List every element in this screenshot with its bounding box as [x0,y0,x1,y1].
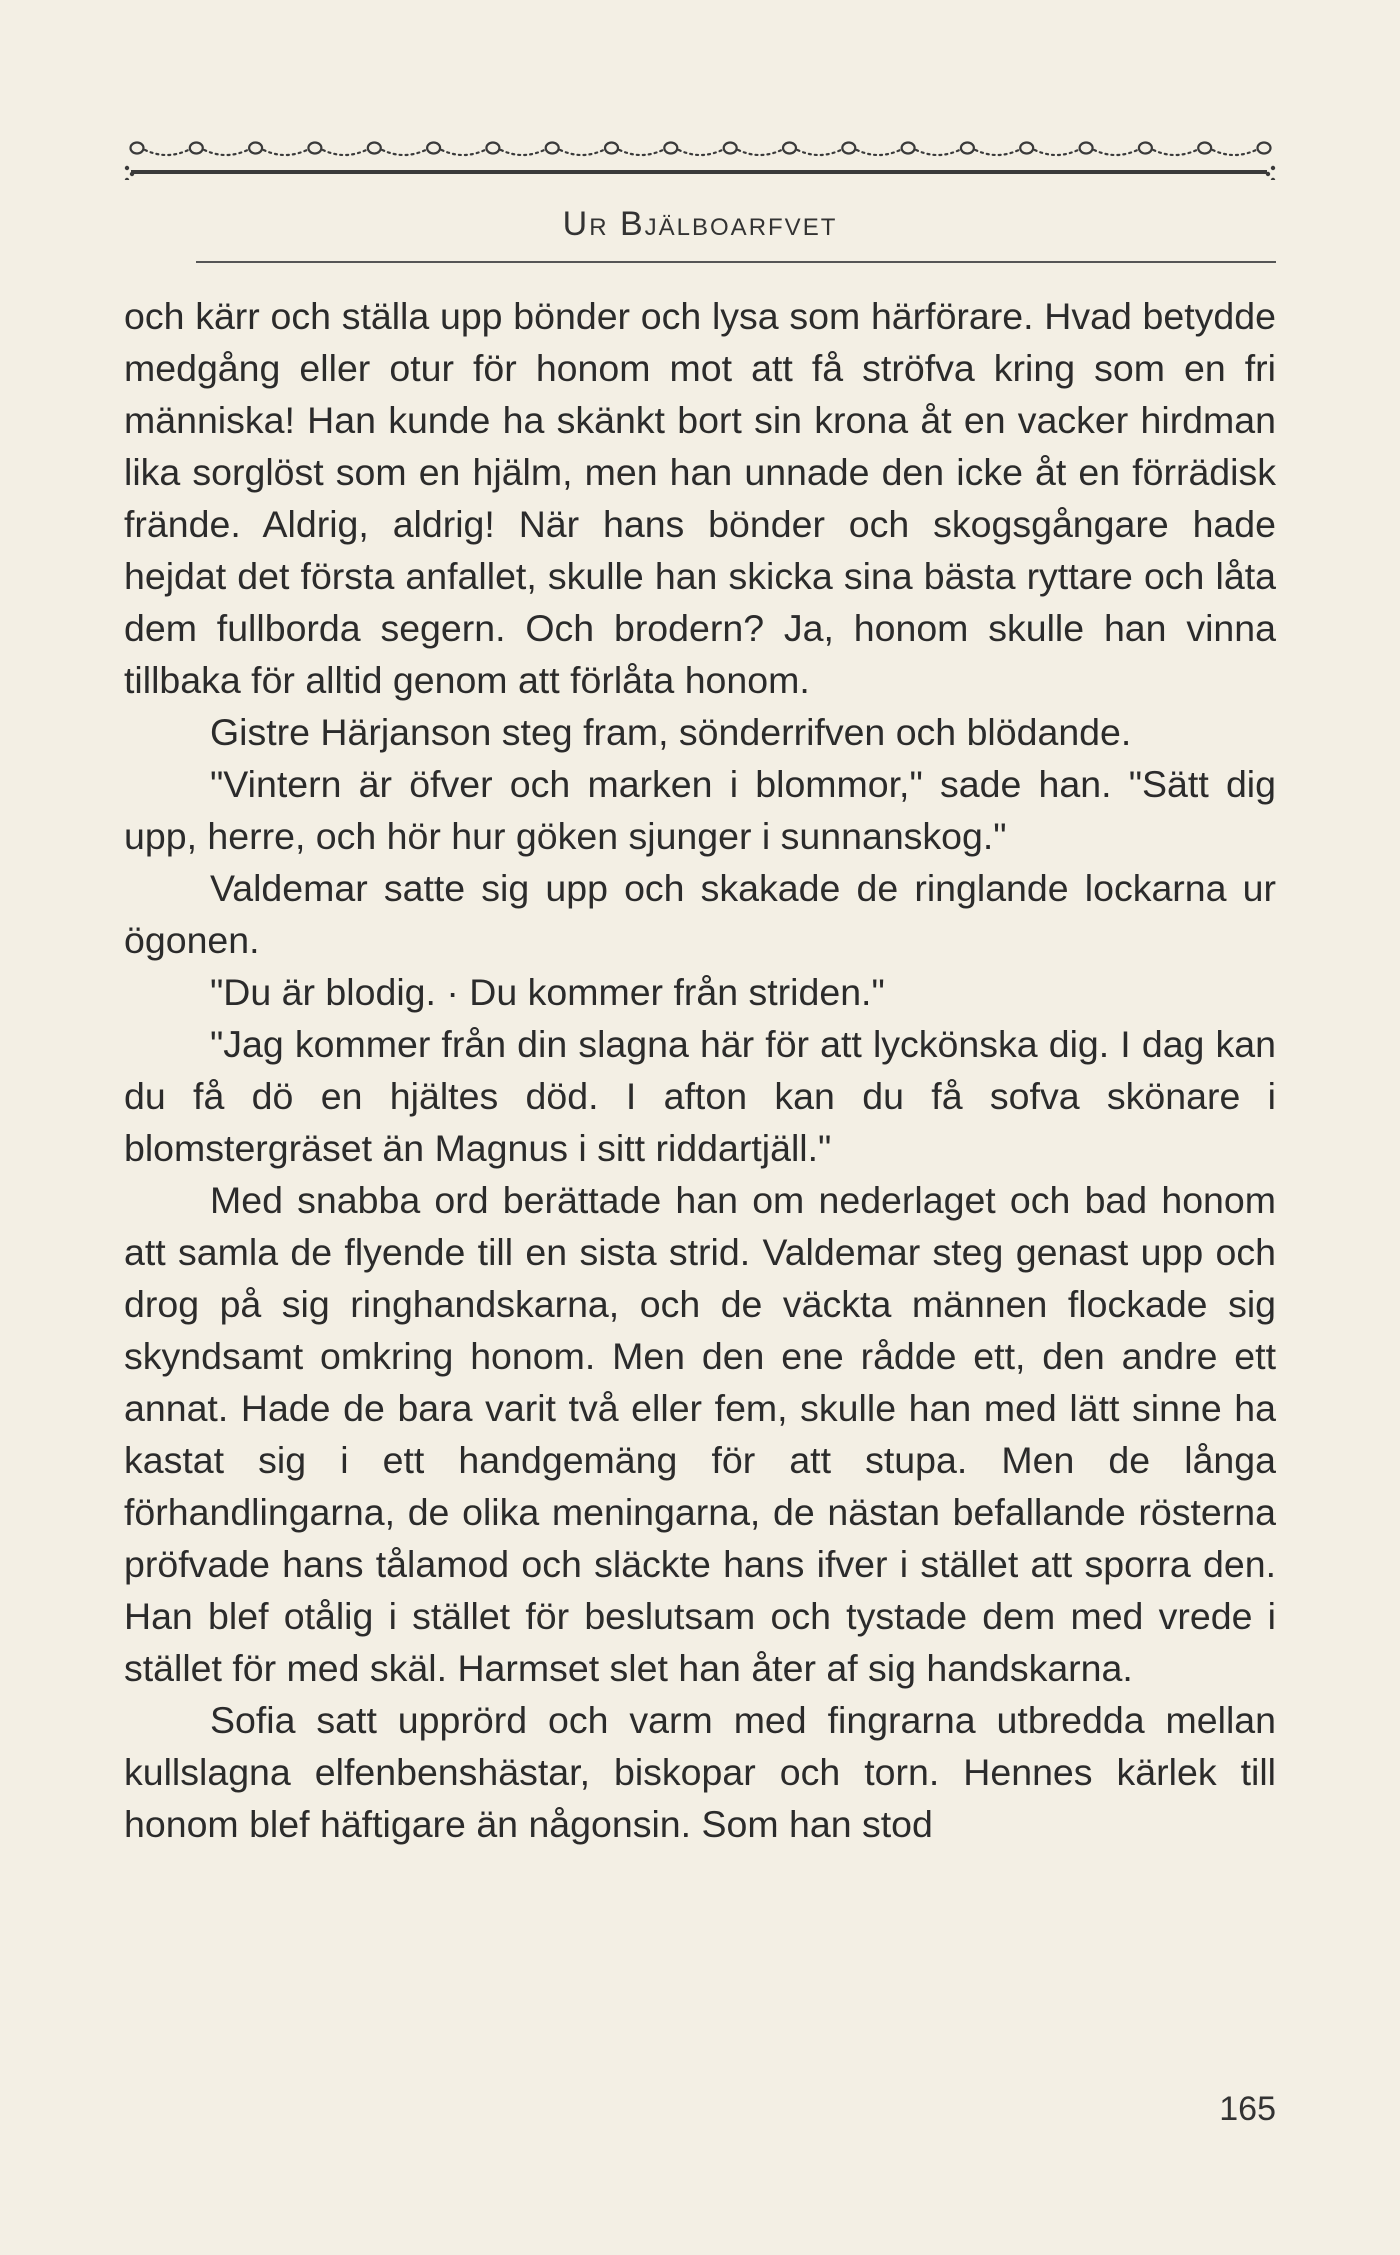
page-number: 165 [1219,2090,1276,2128]
ornament-ring [131,143,144,154]
ornament-ring [783,143,796,154]
ornament-ring [724,143,737,154]
ornament-swag [620,150,663,155]
ornament-ring [368,143,381,154]
ornament-swag [145,150,188,155]
paragraph: "Jag kommer från din slagna här för att lyckönska dig. I dag kan du få dö en hjältes död. I afton kan du få sofva skönare i blomstergräset än Magnus i sitt riddartjäll." [124,1023,1276,1169]
ornament-ring [308,143,321,154]
ornament-ring [842,143,855,154]
paragraph: "Du är blodig. · Du kommer från striden." [210,971,885,1013]
paragraph: och kärr och ställa upp bönder och lysa som härförare. Hvad betydde medgång eller otur för honom mot att få ströfva kring som en fri människa! Han kunde ha skänkt bort sin krona åt en vacker hirdman lika sorglöst som en hjälm, men han unnade den icke åt en förrädisk frände. Aldrig, aldrig! När hans bönder och skogsgångare hade hejdat det första anfallet, skulle han skicka sina bästa ryttare och låta dem fullborda segern. Och brodern? Ja, honom skulle han vinna tillbaka för alltid genom att förlåta honom. [124,295,1276,701]
ornament-ring [1258,143,1271,154]
paragraph: Med snabba ord berättade han om nederlaget och bad honom att samla de flyende till en sista strid. Valdemar steg genast upp och drog på sig ringhandskarna, och de väckta männen flockade sig skyndsamt omkring honom. Men den ene rådde ett, den andre ett annat. Hade de bara varit två eller fem, skulle han med lätt sinne ha kastat sig i ett handgemäng för att stupa. Men de långa förhandlingarna, de olika meningarna, de nästan befallande rösterna pröfvade hans tålamod och släckte hans ifver i stället att sporra den. Han blef otålig i stället för beslutsam och tystade dem med vrede i stället för med skäl. Harmset slet han åter af sig handskarna. [124,1179,1276,1689]
decorative-border-ornament [123,118,1278,180]
ornament-ring [1020,143,1033,154]
ornament-swag [798,150,841,155]
paragraph: Sofia satt upprörd och varm med fingrarna utbredda mellan kullslagna elfenbenshästar, biskopar och torn. Hennes kärlek till honom blef häftigare än någonsin. Som han stod [124,1699,1276,1845]
ornament-swag [1213,150,1256,155]
ornament-swag [1035,150,1078,155]
ornament-ring [961,143,974,154]
ornament-ring [546,143,559,154]
paragraph: Gistre Härjanson steg fram, sönderrifven och blödande. [210,711,1132,753]
ornament-swag [323,150,366,155]
paragraph: Valdemar satte sig upp och skakade de ringlande lockarna ur ögonen. [124,867,1276,961]
ornament-swag [975,150,1018,155]
ornament-ring [1080,143,1093,154]
ornament-swag [679,150,722,155]
ornament-swag [1153,150,1196,155]
body-text [124,290,1276,1850]
ornament-swag [560,150,603,155]
paragraph: "Vintern är öfver och marken i blommor," sade han. "Sätt dig upp, herre, och hör hur göken sjunger i sunnanskog." [124,763,1276,857]
ornament-swag [738,150,781,155]
ornament-ring [902,143,915,154]
ornament-swag [501,150,544,155]
ornament-swag [264,150,307,155]
ornament-swag [382,150,425,155]
ornament-swag [204,150,247,155]
running-head: Ur Bjälboarfvet [562,205,838,243]
ornament-ring [1198,143,1211,154]
ornament-ring [486,143,499,154]
ornament-ring [1139,143,1152,154]
ornament-ring [605,143,618,154]
ornament-swag [857,150,900,155]
ornament-ring [190,143,203,154]
ornament-ring [427,143,440,154]
ornament-swag [1094,150,1137,155]
ornament-swag [916,150,959,155]
ornament-ring [664,143,677,154]
header-rule [196,261,1276,263]
ornament-swag [442,150,485,155]
ornament-ring [249,143,262,154]
